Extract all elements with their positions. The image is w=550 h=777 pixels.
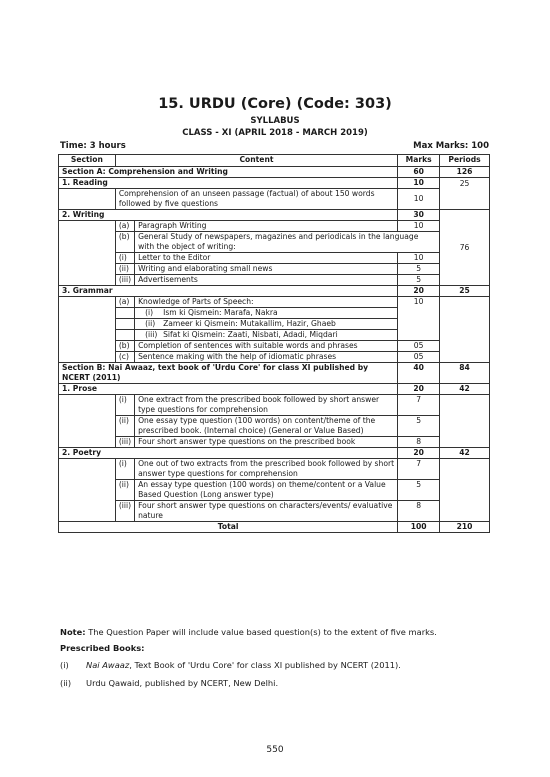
cell-num: (c) [115, 352, 134, 363]
empty-cell [440, 297, 490, 363]
cell-content: One out of two extracts from the prescribed book followed by short answer type questions for comprehension [135, 459, 398, 480]
book-num: (ii) [60, 678, 72, 688]
cell-periods: 126 [440, 167, 490, 178]
table-row [59, 459, 490, 480]
cell-content: One extract from the prescribed book followed by short answer type questions for comprehension [135, 395, 398, 416]
cell-marks: 5 [398, 416, 440, 437]
table-header-row [59, 155, 490, 167]
syllabus-table [58, 154, 490, 533]
cell-periods: 42 [440, 448, 490, 459]
cell-marks: 5 [398, 264, 440, 275]
table-row [59, 253, 490, 264]
cell-num: (ii) [115, 480, 134, 501]
cell-content: Sentence making with the help of idiomatic phrases [135, 352, 398, 363]
table-row [59, 416, 490, 437]
cell-marks: 05 [398, 352, 440, 363]
table-row [59, 384, 490, 395]
cell-content: Four short answer type questions on characters/events/ evaluative nature [135, 501, 398, 522]
empty-cell [59, 189, 116, 210]
table-row [59, 167, 490, 178]
table-row [59, 341, 490, 352]
cell-periods: 210 [440, 522, 490, 533]
cell-num: (iii) [115, 501, 134, 522]
cell-num: (ii) [115, 416, 134, 437]
cell-periods: 76 [440, 210, 490, 286]
class-line: CLASS - XI (APRIL 2018 - MARCH 2019) [182, 128, 368, 138]
cell-num: (iii) [115, 437, 134, 448]
poetry-label: 2. Poetry [59, 448, 398, 459]
table-row [59, 352, 490, 363]
table-row [59, 264, 490, 275]
note [60, 627, 437, 637]
cell-content: Completion of sentences with suitable words and phrases [135, 341, 398, 352]
header-content: Content [115, 155, 397, 167]
empty-cell [59, 221, 116, 286]
book-item [60, 678, 278, 688]
table-row [59, 448, 490, 459]
cell-content: Advertisements [135, 275, 398, 286]
prose-label: 1. Prose [59, 384, 398, 395]
cell-num: (iii) [115, 275, 134, 286]
cell-num: (a) [115, 221, 134, 232]
empty-cell [115, 308, 134, 319]
cell-marks: 7 [398, 395, 440, 416]
cell-content: Comprehension of an unseen passage (factual) of about 150 words followed by five questions [115, 189, 397, 210]
cell-periods: 25 [440, 178, 490, 210]
cell-marks: 7 [398, 459, 440, 480]
cell-content [135, 330, 398, 341]
cell-content: Knowledge of Parts of Speech: [135, 297, 398, 308]
empty-cell [440, 459, 490, 522]
header-marks: Marks [398, 155, 440, 167]
note-label: Note: [60, 627, 86, 637]
cell-marks: 10 [398, 253, 440, 264]
section-a-label: Section A: Comprehension and Writing [59, 167, 398, 178]
cell-num: (ii) [145, 319, 156, 328]
cell-text: Ism ki Qismein: Marafa, Nakra [163, 308, 278, 317]
page-number: 550 [266, 745, 284, 755]
table-row [59, 286, 490, 297]
cell-num: (i) [145, 308, 154, 317]
writing-label: 2. Writing [59, 210, 398, 221]
cell-content: Paragraph Writing [135, 221, 398, 232]
header-section: Section [59, 155, 116, 167]
table-row [59, 178, 490, 189]
max-marks-label: Max Marks: 100 [413, 141, 489, 151]
book-title: Nai Awaaz [86, 660, 130, 670]
empty-cell [59, 395, 116, 448]
cell-marks: 20 [398, 448, 440, 459]
empty-cell [115, 319, 134, 330]
cell-marks: 40 [398, 363, 440, 384]
cell-marks: 100 [398, 522, 440, 533]
cell-text: Zameer ki Qismein: Mutakallim, Hazir, Ghaeb [163, 319, 336, 328]
table-row [59, 501, 490, 522]
cell-content: Four short answer type questions on the prescribed book [135, 437, 398, 448]
section-b-label: Section B: Nai Awaaz, text book of 'Urdu Core' for class XI published by NCERT (2011) [59, 363, 398, 384]
cell-num: (ii) [115, 264, 134, 275]
table-row [59, 363, 490, 384]
cell-periods: 25 [440, 286, 490, 297]
cell-num: (i) [115, 459, 134, 480]
cell-marks: 20 [398, 286, 440, 297]
book-item [60, 660, 401, 670]
cell-marks: 30 [398, 210, 440, 221]
table-row [59, 221, 490, 232]
cell-text: Sifat ki Qismein: Zaati, Nisbati, Adadi, Miqdari [163, 330, 338, 339]
note-text: The Question Paper will include value based question(s) to the extent of five marks. [85, 627, 437, 637]
grammar-label: 3. Grammar [59, 286, 398, 297]
cell-marks: 10 [398, 178, 440, 189]
empty-cell [59, 459, 116, 522]
syllabus-heading: SYLLABUS [250, 116, 300, 126]
table-row [59, 395, 490, 416]
cell-num: (iii) [145, 330, 158, 339]
table-row [59, 437, 490, 448]
total-label: Total [59, 522, 398, 533]
table-row [59, 275, 490, 286]
table-row-total [59, 522, 490, 533]
table-row [59, 210, 490, 221]
cell-marks: 20 [398, 384, 440, 395]
table-row [59, 297, 490, 308]
page-title: 15. URDU (Core) (Code: 303) [158, 96, 392, 112]
cell-marks: 60 [398, 167, 440, 178]
book-rest: Urdu Qawaid, published by NCERT, New Delhi. [86, 678, 279, 688]
cell-content: Writing and elaborating small news [135, 264, 398, 275]
cell-content [135, 319, 398, 330]
cell-num: (b) [115, 341, 134, 352]
cell-marks: 10 [398, 297, 440, 341]
cell-content: General Study of newspapers, magazines and periodicals in the language with the object of writing: [135, 232, 440, 253]
cell-content: Letter to the Editor [135, 253, 398, 264]
cell-marks: 10 [398, 221, 440, 232]
cell-marks: 05 [398, 341, 440, 352]
table-row [59, 480, 490, 501]
empty-cell [440, 395, 490, 448]
table-row [59, 232, 490, 253]
header-periods: Periods [440, 155, 490, 167]
cell-num: (i) [115, 253, 134, 264]
cell-num: (b) [115, 232, 134, 253]
empty-cell [115, 330, 134, 341]
cell-content [135, 308, 398, 319]
cell-num: (a) [115, 297, 134, 308]
cell-content: An essay type question (100 words) on theme/content or a Value Based Question (Long answer type) [135, 480, 398, 501]
cell-periods: 42 [440, 384, 490, 395]
book-num: (i) [60, 660, 69, 670]
cell-marks: 5 [398, 480, 440, 501]
cell-marks: 8 [398, 437, 440, 448]
cell-periods: 84 [440, 363, 490, 384]
book-rest: , Text Book of 'Urdu Core' for class XI published by NCERT (2011). [129, 660, 401, 670]
cell-marks: 5 [398, 275, 440, 286]
prescribed-heading: Prescribed Books: [60, 643, 145, 653]
time-label: Time: 3 hours [60, 141, 126, 151]
reading-label: 1. Reading [59, 178, 398, 189]
cell-marks: 10 [398, 189, 440, 210]
table-row [59, 189, 490, 210]
cell-content: One essay type question (100 words) on content/theme of the prescribed book. (Internal choice) (General or Value Based) [135, 416, 398, 437]
cell-num: (i) [115, 395, 134, 416]
empty-cell [59, 297, 116, 363]
cell-marks: 8 [398, 501, 440, 522]
